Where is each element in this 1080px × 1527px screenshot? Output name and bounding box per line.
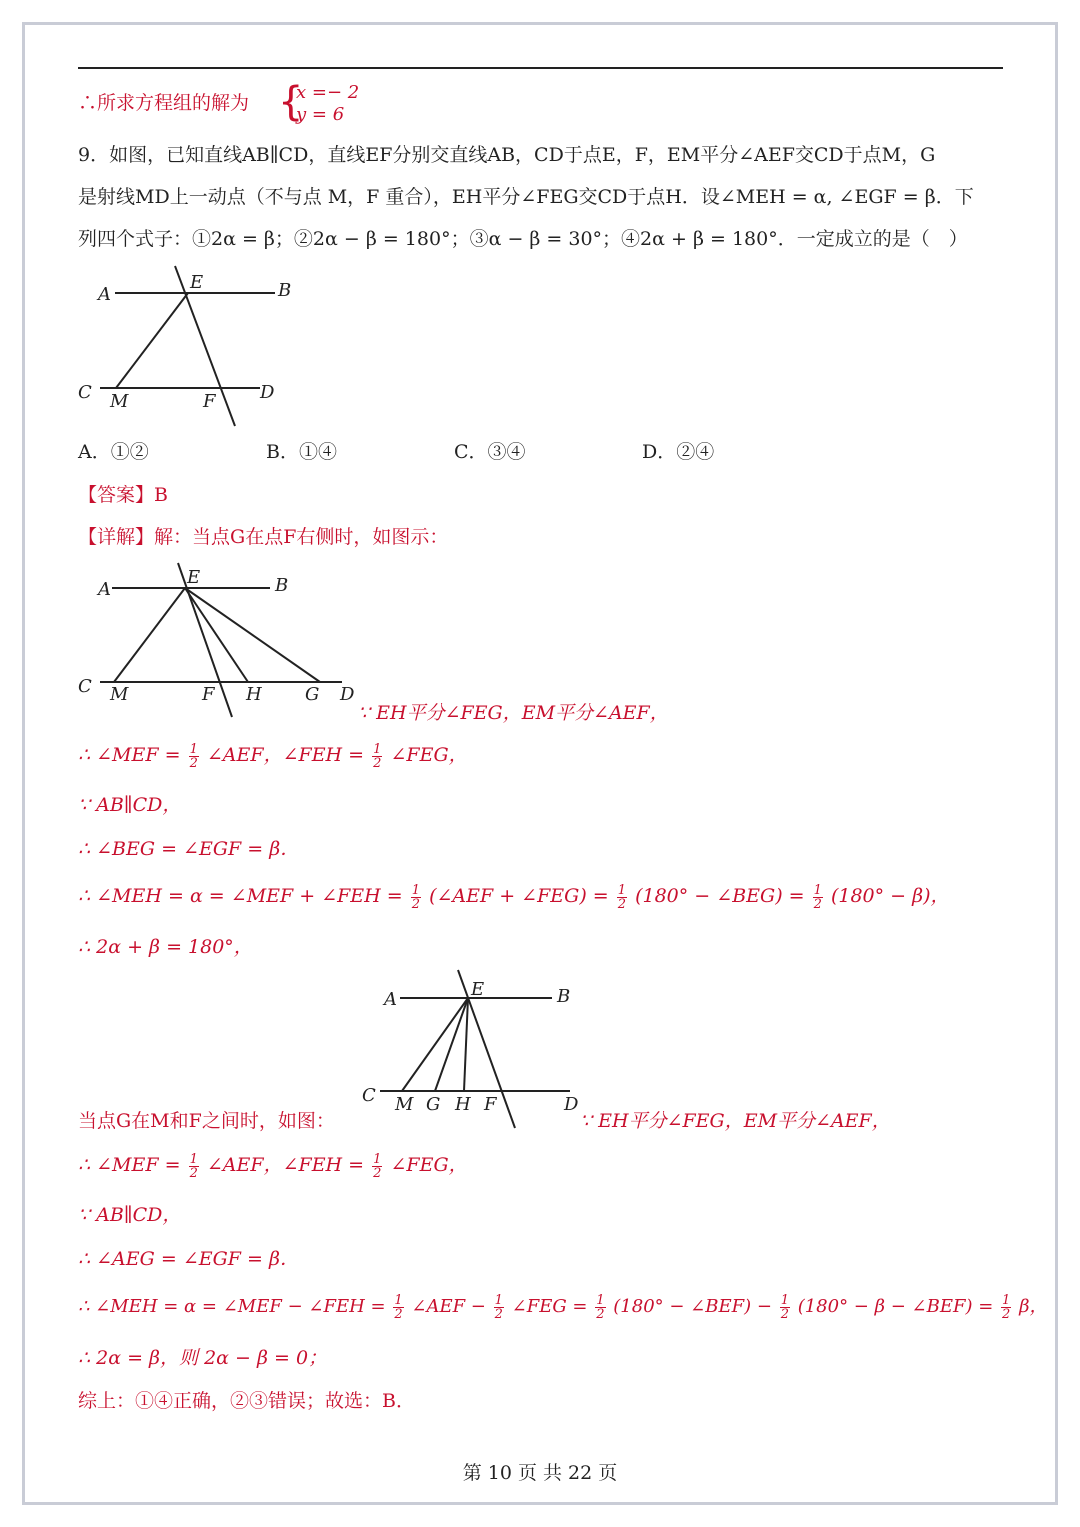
label-d: D <box>340 684 355 705</box>
case2-figure <box>360 965 590 1130</box>
segment-eg <box>435 998 468 1091</box>
segment-eh <box>185 588 248 682</box>
case2-intro: 当点G在M和F之间时，如图： <box>78 1110 335 1132</box>
detail-tag: 【详解】 <box>78 526 155 548</box>
label-e: E <box>471 979 485 1000</box>
case1-step-2-c: ∠FEG， <box>390 744 468 766</box>
conclusion: 综上：①④正确，②③错误；故选：B． <box>78 1390 415 1412</box>
case1-step-3: ∵ AB∥CD， <box>78 794 182 816</box>
label-c: C <box>78 676 92 697</box>
fraction-half: $\frac{1}{2}$ <box>617 882 627 912</box>
case1-figure <box>70 555 370 725</box>
label-f: F <box>203 391 216 412</box>
label-h: H <box>455 1094 471 1115</box>
case2-step-4: ∴ ∠AEG = ∠EGF = β． <box>78 1248 299 1270</box>
label-d: D <box>564 1094 579 1115</box>
case2-step-2-b: ∠AEF，∠FEH = <box>206 1154 365 1176</box>
case1-step-6: ∴ 2α + β = 180°， <box>78 936 253 958</box>
fraction-half: $\frac{1}{2}$ <box>189 1151 198 1181</box>
choice-c: C．③④ <box>454 441 526 463</box>
fraction-half: $\frac{1}{2}$ <box>411 882 421 912</box>
label-m: M <box>110 684 129 705</box>
case1-step-5-a: ∴ ∠MEH = α = ∠MEF + ∠FEH = <box>78 885 403 907</box>
label-d: D <box>260 382 275 403</box>
header-rule <box>78 67 1003 69</box>
case2-step-5-f: β， <box>1019 1296 1048 1317</box>
previous-solution <box>78 88 249 118</box>
case2-step-1: ∵ EH平分∠FEG，EM平分∠AEF， <box>580 1110 891 1132</box>
case1-step-5-c: (180° − ∠BEG) = <box>635 885 805 907</box>
fraction-half: $\frac{1}{2}$ <box>1002 1292 1011 1322</box>
system-equations <box>296 82 359 126</box>
fraction-half: $\frac{1}{2}$ <box>189 741 198 771</box>
choice-d: D．②④ <box>642 441 715 463</box>
label-g: G <box>305 684 320 705</box>
label-a: A <box>98 284 111 305</box>
answer-value: B <box>154 484 168 506</box>
choice-a: A．①② <box>78 441 149 463</box>
label-b: B <box>557 986 571 1007</box>
answer-tag: 【答案】 <box>78 484 155 506</box>
fraction-half: $\frac{1}{2}$ <box>373 1151 382 1181</box>
label-f: F <box>484 1094 497 1115</box>
case2-step-5 <box>78 1292 1047 1322</box>
case2-step-3: ∵ AB∥CD， <box>78 1204 182 1226</box>
case1-step-1: ∵ EH平分∠FEG，EM平分∠AEF， <box>358 702 669 724</box>
segment-em <box>116 293 188 388</box>
case2-step-2 <box>78 1150 468 1180</box>
case2-step-5-a: ∴ ∠MEH = α = ∠MEF − ∠FEH = <box>78 1296 386 1317</box>
label-e: E <box>190 272 204 293</box>
label-b: B <box>275 575 289 596</box>
label-m: M <box>395 1094 414 1115</box>
case1-step-2-a: ∴ ∠MEF = <box>78 744 181 766</box>
case2-step-5-c: ∠FEG = <box>511 1296 588 1317</box>
detail-intro-line <box>78 522 448 552</box>
fraction-half: $\frac{1}{2}$ <box>780 1292 789 1322</box>
case1-step-2 <box>78 740 468 770</box>
fraction-half: $\frac{1}{2}$ <box>373 741 382 771</box>
segment-eg <box>185 588 320 682</box>
case2-step-5-e: (180° − β − ∠BEF) = <box>797 1296 994 1317</box>
case1-step-5 <box>78 881 950 911</box>
system-y: y = 6 <box>296 104 345 125</box>
case2-step-2-a: ∴ ∠MEF = <box>78 1154 181 1176</box>
system-x: x =− 2 <box>296 82 360 103</box>
question-line-2: 是射线MD上一动点（不与点 M，F 重合），EH平分∠FEG交CD于点H．设∠MEH = α, ∠EGF = β．下 <box>78 186 974 208</box>
label-b: B <box>278 280 292 301</box>
case1-step-5-d: (180° − β)， <box>830 885 950 907</box>
solution-prefix: ∴所求方程组的解为 <box>78 92 250 114</box>
label-c: C <box>362 1085 376 1106</box>
label-c: C <box>78 382 92 403</box>
case2-step-5-b: ∠AEF − <box>411 1296 486 1317</box>
case1-step-2-b: ∠AEF，∠FEH = <box>206 744 365 766</box>
case2-step-2-c: ∠FEG， <box>390 1154 468 1176</box>
label-f: F <box>202 684 215 705</box>
question-line-3: 列四个式子：①2α = β；②2α − β = 180°；③α − β = 30°；④2α + β = 180°．一定成立的是（ ） <box>78 228 968 250</box>
fraction-half: $\frac{1}{2}$ <box>394 1292 403 1322</box>
label-m: M <box>110 391 129 412</box>
label-a: A <box>384 989 397 1010</box>
label-a: A <box>98 579 111 600</box>
segment-eh <box>464 998 468 1091</box>
case1-step-5-b: (∠AEF + ∠FEG) = <box>429 885 609 907</box>
choice-b: B．①④ <box>266 441 337 463</box>
question-line-1: 9．如图，已知直线AB∥CD，直线EF分别交直线AB，CD于点E，F，EM平分∠AEF交CD于点M，G <box>78 144 936 166</box>
fraction-half: $\frac{1}{2}$ <box>596 1292 605 1322</box>
detail-intro: 解：当点G在点F右侧时，如图示： <box>154 526 449 548</box>
page-footer: 第 10 页 共 22 页 <box>462 1462 618 1484</box>
fraction-half: $\frac{1}{2}$ <box>494 1292 503 1322</box>
segment-em <box>402 998 468 1091</box>
case2-step-6: ∴ 2α = β，则 2α − β = 0； <box>78 1347 328 1369</box>
fraction-half: $\frac{1}{2}$ <box>813 882 822 912</box>
label-e: E <box>187 567 201 588</box>
case1-step-4: ∴ ∠BEG = ∠EGF = β． <box>78 838 300 860</box>
system-brace: { <box>278 79 304 125</box>
label-h: H <box>246 684 262 705</box>
label-g: G <box>426 1094 441 1115</box>
answer-line <box>78 480 168 510</box>
question-figure <box>70 258 300 433</box>
segment-em <box>114 588 185 682</box>
case2-step-5-d: (180° − ∠BEF) − <box>613 1296 772 1317</box>
